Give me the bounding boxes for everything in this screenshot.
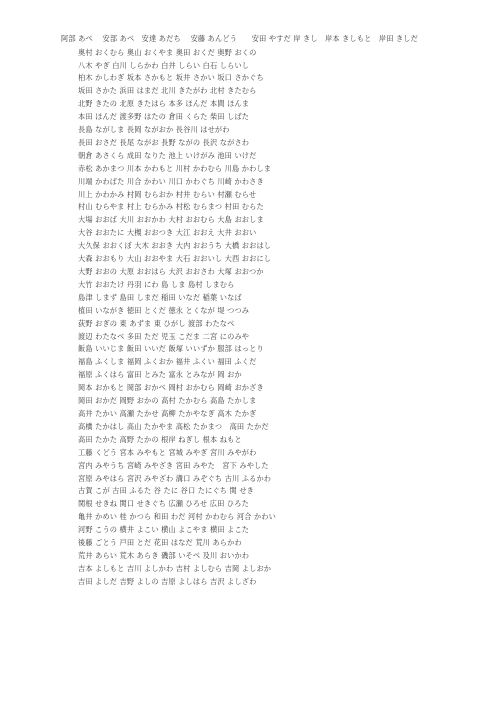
name-line: 大場 おおば 大川 おおかわ 大村 おおむら 大島 おおしま (78, 215, 264, 225)
name-line: 岡田 おかだ 岡野 おかの 高村 たかむら 高島 たかしま (78, 396, 257, 406)
name-line: 関根 せきね 関口 せきぐち 広瀬 ひろせ 広田 ひろた (78, 499, 249, 509)
name-line: 工藤 くどう 宮本 みやもと 宮城 みやぎ 宮川 みやがわ (78, 447, 257, 457)
name-line: 大野 おおの 大原 おおはら 大沢 おおさわ 大塚 おおつか (78, 267, 264, 276)
name-line: 村山 むらやま 村上 むらかみ 村松 むらまつ 村田 むらた (78, 202, 264, 212)
name-line: 吉本 よしもと 吉川 よしかわ 吉村 よしむら 吉岡 よしおか (78, 563, 272, 573)
name-line: 福原 ふくはら 富田 とみた 富永 とみなが 岡 おか (78, 370, 242, 380)
name-line: 福島 ふくしま 福岡 ふくおか 福井 ふくい 福田 ふくだ (78, 357, 257, 367)
name-line: 朝倉 あさくら 成田 なりた 池上 いけがみ 池田 いけだ (78, 150, 257, 160)
name-line: 高田 たかた 高野 たかの 根岸 ねぎし 根本 ねもと (78, 434, 242, 444)
name-line: 島津 しまず 島田 しまだ 稲田 いなだ 稲葉 いなば (78, 292, 242, 302)
name-line: 古賀 こが 古田 ふるた 谷 たに 谷口 たにぐち 関 せき (78, 486, 255, 496)
name-line: 八木 やぎ 白川 しらかわ 白井 しらい 白石 しらいし (78, 60, 250, 70)
name-line: 高橋 たかはし 高山 たかやま 高松 たかまつ 高田 たかだ (78, 421, 269, 431)
name-line: 柏木 かしわぎ 坂本 さかもと 坂井 さかい 坂口 さかぐち (78, 73, 264, 83)
name-line: 北野 きたの 北原 きたはら 本多 ほんだ 本間 ほんま (78, 99, 250, 109)
name-line: 高井 たかい 高瀬 たかせ 高柳 たかやなぎ 高木 たかぎ (78, 408, 257, 418)
name-lines (61, 47, 441, 589)
name-line: 荒井 あらい 荒木 あらき 磯部 いそべ 及川 おいかわ (78, 550, 250, 560)
name-line: 亀井 かめい 桂 かつら 和田 わだ 河村 かわむら 河合 かわい (78, 512, 277, 522)
first-paragraph: 阿部 あべ 安部 あべ 安達 あだち 安藤 あんどう 安田 やすだ 岸 きし 岸本 きしもと 岸田 きしだ (61, 34, 418, 43)
name-line: 赤松 あかまつ 川本 かわもと 川村 かわむら 川島 かわしま (78, 163, 272, 173)
name-line: 植田 いながき 徳田 とくだ 徳永 とくなが 堤 つつみ (78, 305, 250, 315)
name-line: 長田 おさだ 長尾 ながお 長野 ながの 長沢 ながさわ (78, 137, 250, 147)
name-line: 長島 ながしま 長岡 ながおか 長谷川 はせがわ (78, 125, 230, 135)
name-line: 吉田 よしだ 吉野 よしの 吉原 よしはら 吉沢 よしざわ (78, 576, 257, 586)
name-line: 川端 かわばた 川合 かわい 川口 かわぐち 川崎 かわさき (78, 176, 264, 186)
name-line: 飯島 いいじま 飯田 いいだ 飯塚 いいずか 服部 はっとり (78, 344, 264, 354)
name-line: 坂田 さかた 浜田 はまだ 北川 きたがわ 北村 きたむら (78, 86, 257, 96)
name-line: 大森 おおもり 大山 おおやま 大石 おおいし 大西 おおにし (78, 254, 272, 264)
name-line: 宮原 みやはら 宮沢 みやざわ 溝口 みぞぐち 古川 ふるかわ (78, 473, 272, 483)
name-reading-list (61, 34, 441, 589)
name-line: 大谷 おおたに 大槻 おおつき 大江 おおえ 大井 おおい (78, 228, 257, 238)
name-line: 大久保 おおくぼ 大木 おおき 大内 おおうち 大橋 おおはし (78, 241, 272, 251)
name-line: 大竹 おおたけ 丹羽 にわ 島 しま 島村 しまむら (78, 279, 235, 289)
name-line: 河野 こうの 横井 よこい 横山 よこやま 横田 よこた (78, 525, 250, 535)
name-line: 川上 かわかみ 村岡 むらおか 村井 むらい 村瀬 むらせ (78, 189, 257, 199)
name-line: 渡辺 わたなべ 多田 ただ 児玉 こだま 二宮 にのみや (78, 331, 250, 341)
name-line: 宮内 みやうち 宮崎 みやざき 宮田 みやた 宮下 みやした (78, 460, 269, 470)
name-line: 岡本 おかもと 岡部 おかべ 岡村 おかむら 岡崎 おかざき (78, 383, 264, 393)
name-line: 後藤 ごとう 戸田 とだ 花田 はなだ 荒川 あらかわ (78, 538, 242, 548)
name-line: 荻野 おぎの 東 あずま 東 ひがし 渡部 わたなべ (78, 318, 235, 328)
name-line: 奥村 おくむら 奥山 おくやま 奥田 おくだ 奥野 おくの (78, 47, 257, 57)
name-line: 本田 ほんだ 渡多野 はたの 倉田 くらた 柴田 しばた (78, 112, 250, 122)
